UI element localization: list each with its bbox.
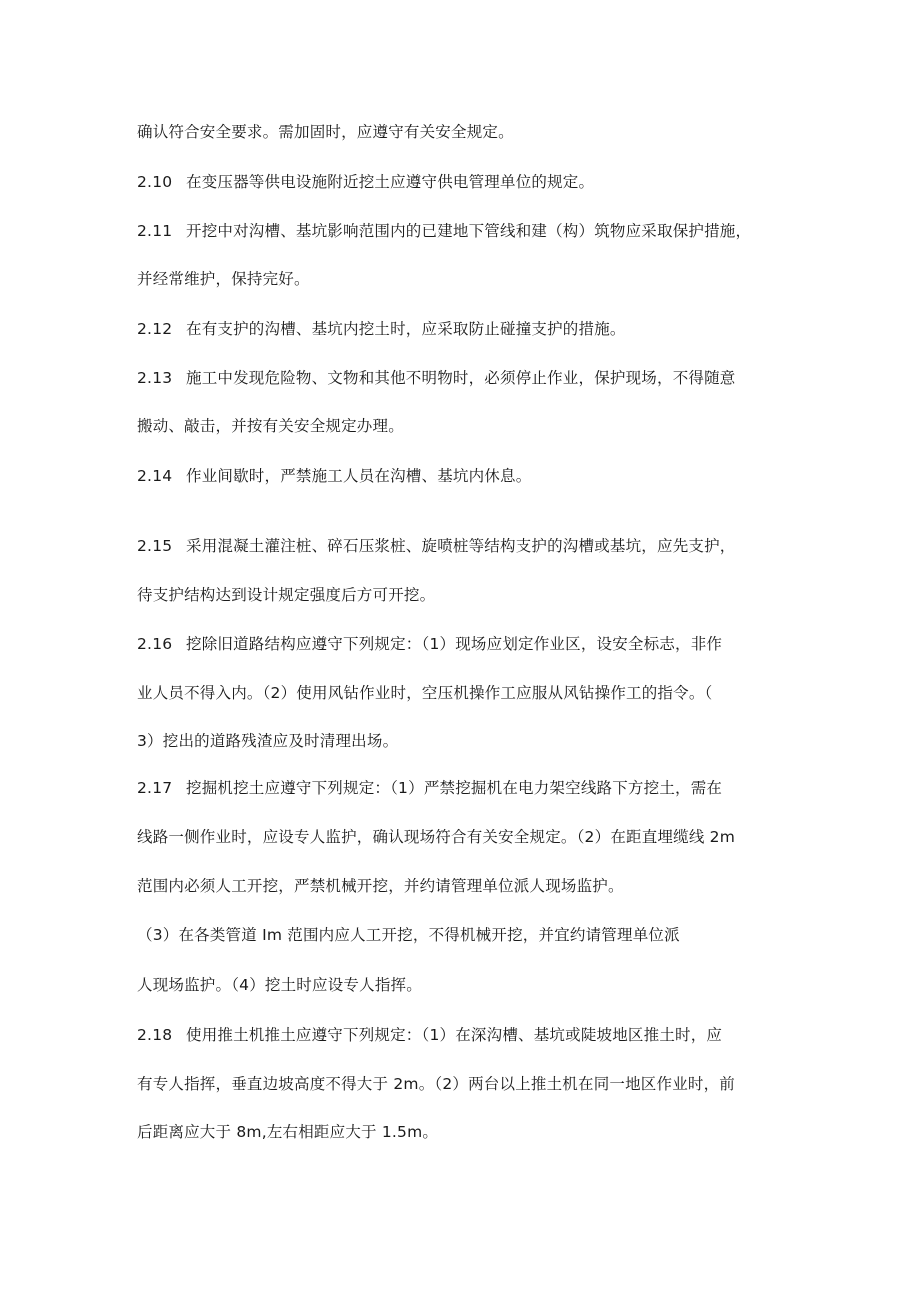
- section-number: 2.13: [137, 369, 173, 387]
- text-line: [137, 584, 435, 606]
- section-number: 2.12: [137, 320, 173, 338]
- paragraph-text: 并经常维护，保持完好。: [137, 270, 310, 288]
- text-line: [137, 924, 680, 946]
- section-number: 2.10: [137, 173, 173, 191]
- text-line: [137, 633, 722, 655]
- paragraph-text: 待支护结构达到设计规定强度后方可开挖。: [137, 586, 436, 604]
- paragraph-text: 确认符合安全要求。需加固时，应遵守有关安全规定。: [137, 123, 514, 141]
- paragraph-text: 范围内必须人工开挖，严禁机械开挖，并约请管理单位派人现场监护。: [137, 877, 624, 895]
- text-line: [137, 268, 310, 290]
- text-line: [137, 1073, 735, 1095]
- text-line: [137, 171, 594, 193]
- text-line: [137, 730, 398, 752]
- text-line: [137, 875, 624, 897]
- paragraph-text: 线路一侧作业时，应设专人监护，确认现场符合有关安全规定。（2）在距直埋缆线 2m: [137, 828, 736, 846]
- paragraph-text: 搬动、敲击，并按有关安全规定办理。: [137, 417, 404, 435]
- paragraph-text: 在有支护的沟槽、基坑内挖土时，应采取防止碰撞支护的措施。: [186, 320, 626, 338]
- section-number: 2.11: [137, 222, 173, 240]
- text-line: [137, 826, 735, 848]
- text-line: [137, 777, 722, 799]
- paragraph-text: 作业间歇时，严禁施工人员在沟槽、基坑内休息。: [186, 467, 532, 485]
- paragraph-text: 使用推土机推土应遵守下列规定：（1）在深沟槽、基坑或陡坡地区推土时，应: [186, 1026, 723, 1044]
- paragraph-text: 有专人指挥，垂直边坡高度不得大于 2m。（2）两台以上推土机在同一地区作业时，前: [137, 1075, 736, 1093]
- paragraph-text: 挖除旧道路结构应遵守下列规定：（1）现场应划定作业区，设安全标志，非作: [186, 635, 723, 653]
- text-line: [137, 682, 712, 704]
- text-line: [137, 367, 736, 389]
- text-line: [137, 121, 514, 143]
- paragraph-text: 施工中发现危险物、文物和其他不明物时，必须停止作业，保护现场，不得随意: [186, 369, 736, 387]
- text-line: [137, 220, 751, 242]
- paragraph-text: 人现场监护。（4）挖土时应设专人指挥。: [137, 976, 422, 994]
- paragraph-text: 3）挖出的道路残渣应及时清理出场。: [137, 732, 399, 750]
- section-number: 2.14: [137, 467, 173, 485]
- text-line: [137, 535, 736, 557]
- section-number: 2.16: [137, 635, 173, 653]
- section-number: 2.15: [137, 537, 173, 555]
- section-number: 2.18: [137, 1026, 173, 1044]
- paragraph-text: 业人员不得入内。（2）使用风钻作业时，空压机操作工应服从风钻操作工的指令。（: [137, 684, 713, 702]
- text-line: [137, 465, 531, 487]
- text-line: [137, 974, 422, 996]
- paragraph-text: 后距离应大于 8m,左右相距应大于 1.5m。: [137, 1123, 439, 1141]
- paragraph-text: （3）在各类管道 Im 范围内应人工开挖，不得机械开挖，并宜约请管理单位派: [137, 926, 680, 944]
- paragraph-text: 开挖中对沟槽、基坑影响范围内的已建地下管线和建（构）筑物应采取保护措施，: [186, 222, 752, 240]
- text-line: [137, 1121, 438, 1143]
- paragraph-text: 采用混凝土灌注桩、碎石压浆桩、旋喷桩等结构支护的沟槽或基坑，应先支护，: [186, 537, 736, 555]
- section-number: 2.17: [137, 779, 173, 797]
- paragraph-text: 挖掘机挖土应遵守下列规定：（1）严禁挖掘机在电力架空线路下方挖土，需在: [186, 779, 723, 797]
- text-line: [137, 415, 404, 437]
- paragraph-text: 在变压器等供电设施附近挖土应遵守供电管理单位的规定。: [186, 173, 595, 191]
- text-line: [137, 1024, 722, 1046]
- text-line: [137, 318, 626, 340]
